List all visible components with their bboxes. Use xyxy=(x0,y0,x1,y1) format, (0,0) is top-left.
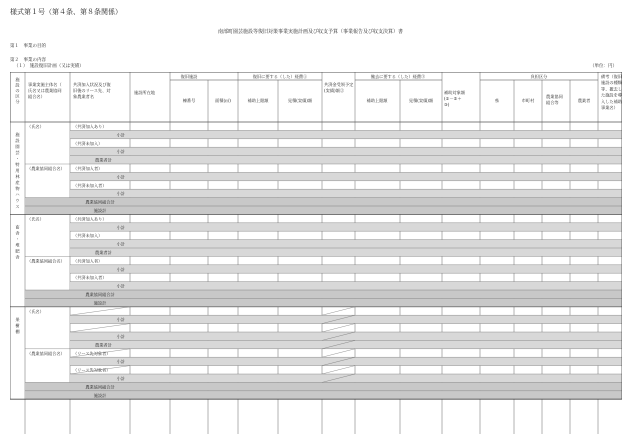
col-coop: 農業協同組合等 xyxy=(546,94,563,105)
subtotal-label: 小計 xyxy=(116,317,125,323)
grand-total-label: 施設計 xyxy=(93,392,107,398)
diagonal-strike xyxy=(70,307,130,315)
status-label: （共済未加入） xyxy=(73,140,103,146)
implementer-name: （氏名） xyxy=(27,308,44,314)
shaded-row xyxy=(25,298,622,306)
category-label-1: 畜舎・堆肥舎 xyxy=(15,224,20,260)
implementer-name: （氏名） xyxy=(27,216,44,222)
shaded-row xyxy=(70,172,622,180)
document-title: 南部町園芸施設等復旧対策事業実施計画及び収支予算（事業報告及び収支決算）書 xyxy=(218,29,404,35)
implementer-name: （農業協同組合名） xyxy=(27,166,65,171)
col-removal-estimate: 見積(実績)額 xyxy=(408,98,434,103)
shaded-row xyxy=(70,374,622,382)
col-insurance: 共済金受領予定(実績)額② xyxy=(324,82,354,93)
shaded-row xyxy=(25,391,622,399)
shaded-row xyxy=(70,130,622,138)
grand-total-label: 施設計 xyxy=(93,208,107,213)
col-pref: 県 xyxy=(494,98,500,103)
col-implementer: 事業実施主体名（氏名又は農業協同組合名） xyxy=(28,82,62,99)
shaded-row xyxy=(70,248,622,256)
subtotal-label: 小計 xyxy=(116,191,125,197)
col-type-no: 棟番号 xyxy=(182,98,196,103)
grand-total-label: 農業協同組合計 xyxy=(85,384,115,390)
status-label: （共済加入あり） xyxy=(73,124,107,129)
shaded-row xyxy=(70,315,622,323)
shaded-row xyxy=(70,282,622,290)
plan-table xyxy=(10,72,622,434)
shaded-row xyxy=(70,265,622,273)
shaded-row xyxy=(25,206,622,214)
farmer-total-label: 農業者計 xyxy=(95,250,112,255)
shaded-row xyxy=(70,147,622,155)
shaded-row xyxy=(70,223,622,231)
diagonal-strike xyxy=(322,349,355,357)
subtotal-label: 小計 xyxy=(116,149,125,155)
subtotal-label: 小計 xyxy=(116,376,125,381)
col-notes: 備考（復旧施設の種類等、撤去した施設を導入した補助事業名） xyxy=(601,74,622,110)
col-town: 市町村 xyxy=(521,98,535,103)
plan-table-grid xyxy=(10,72,622,434)
section-content: 第２ 事業の内容 xyxy=(10,58,46,63)
col-farmer: 農業者 xyxy=(577,98,591,103)
subtotal-label: 小計 xyxy=(116,359,125,365)
implementer-name: （氏名） xyxy=(27,124,44,129)
header-box xyxy=(10,72,622,122)
implementer-name: （農業協同組合名） xyxy=(27,350,65,356)
farmer-total-label: 農業者計 xyxy=(95,342,112,348)
col-cost-group: 復旧に要する（した）経費① xyxy=(252,74,308,79)
grand-total-label: 農業協同組合計 xyxy=(85,199,115,205)
category-label-0: 施設園芸・特用林産物ハウス xyxy=(15,132,20,209)
diagonal-strike xyxy=(322,324,355,332)
diagonal-strike xyxy=(322,307,355,315)
shaded-row xyxy=(70,189,622,197)
col-removal-group: 撤去に要する（した）経費③ xyxy=(370,74,426,79)
subtotal-label: 小計 xyxy=(116,132,125,138)
diagonal-strike xyxy=(322,366,355,374)
subtotal-label: 小計 xyxy=(116,174,125,180)
shaded-row xyxy=(70,332,622,340)
status-label: （共済加入者） xyxy=(73,166,103,171)
col-category: 施設の区分 xyxy=(15,77,20,104)
col-joint-status: 共済加入状況及び復旧後のリース先、対象農業者名 xyxy=(73,82,111,99)
col-area: 面積(㎡) xyxy=(215,98,231,103)
subtotal-label: 小計 xyxy=(116,334,125,339)
grand-total-label: 施設計 xyxy=(93,300,107,306)
col-estimate: 見積(実績)額 xyxy=(287,98,313,103)
subsection-plan: （１） 施設復旧計画（又は実績） xyxy=(14,64,84,69)
subtotal-label: 小計 xyxy=(116,224,125,230)
category-label-2: 果樹棚 xyxy=(15,316,20,334)
status-label: （共済未加入者） xyxy=(73,275,107,281)
status-label: （共済未加入） xyxy=(73,233,103,239)
shaded-row xyxy=(70,240,622,248)
status-label: （共済加入あり） xyxy=(73,216,107,222)
status-label: （共済加入者） xyxy=(73,258,103,264)
shaded-row xyxy=(70,340,622,348)
col-location: 施設所在地 xyxy=(134,90,155,95)
col-restore-group: 復旧施設 xyxy=(180,74,198,79)
col-subsidy-target: 補助対象額(①－②＋ ③) xyxy=(444,90,465,107)
col-subsidy-limit: 補助上限額 xyxy=(247,98,269,103)
status-label: （リース先対象者） xyxy=(73,350,111,356)
farmer-total-label: 農業者計 xyxy=(95,157,112,163)
implementer-name: （農業協同組合名） xyxy=(27,258,65,264)
subtotal-label: 小計 xyxy=(116,241,125,247)
status-label: （リース先対象者） xyxy=(73,367,111,373)
subtotal-label: 小計 xyxy=(116,283,125,289)
status-label: （共済未加入者） xyxy=(73,182,107,188)
section-purpose: 第１ 事業の目的 xyxy=(10,44,46,49)
form-number: 様式第１号（第４条、第８条関係） xyxy=(10,8,122,16)
grand-total-label: 農業協同組合計 xyxy=(85,292,115,297)
subtotal-label: 小計 xyxy=(116,266,125,272)
unit-label: （単位：円） xyxy=(590,64,617,69)
shaded-row xyxy=(70,156,622,164)
col-removal-limit: 補助上限額 xyxy=(366,98,388,103)
diagonal-strike xyxy=(70,324,130,332)
col-burden-group: 負担区分 xyxy=(530,74,548,79)
shaded-row xyxy=(70,357,622,365)
